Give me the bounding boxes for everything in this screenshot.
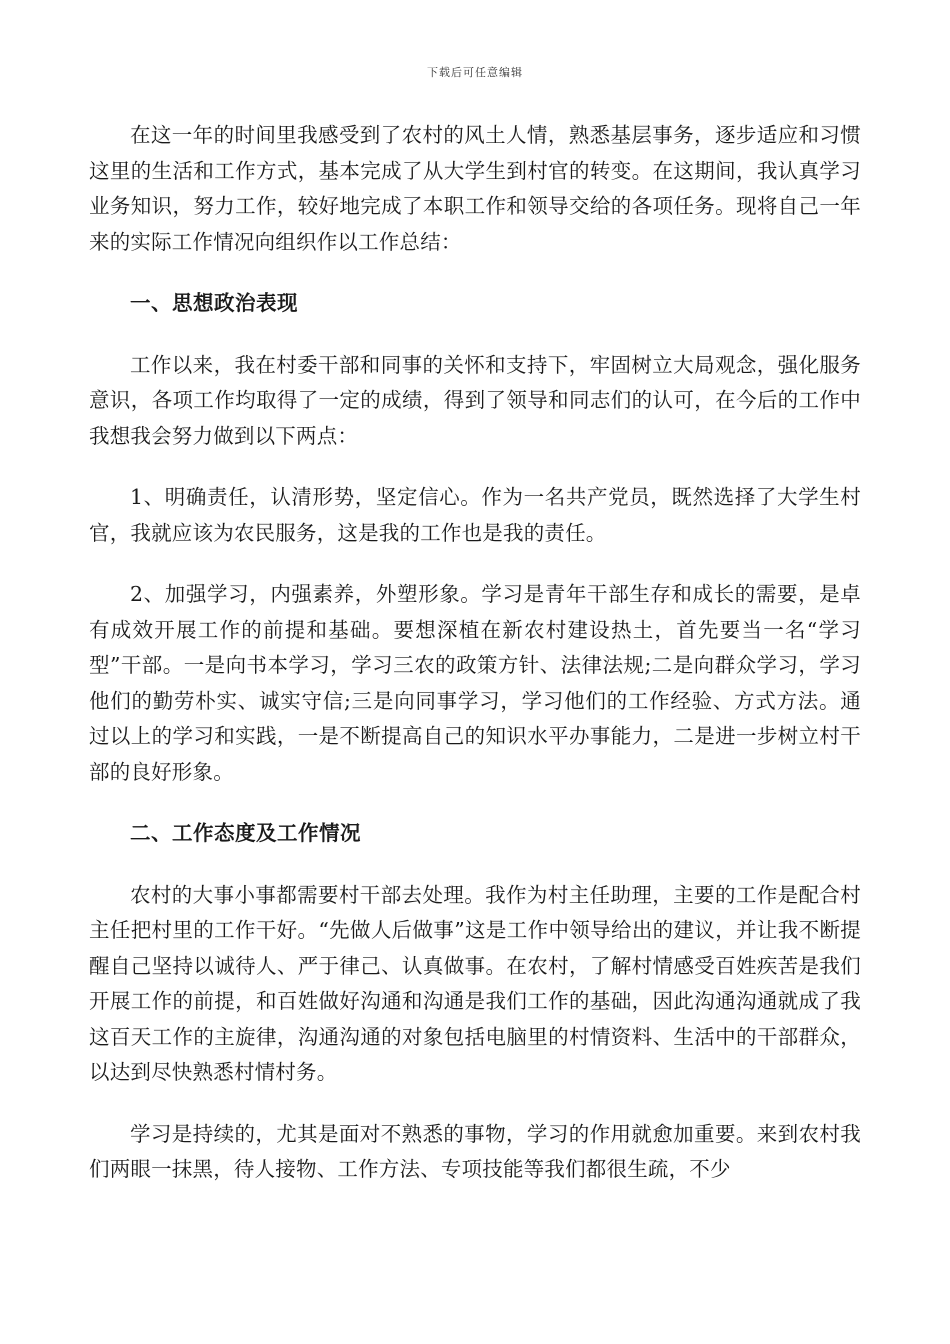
intro-paragraph: 在这一年的时间里我感受到了农村的风土人情，熟悉基层事务，逐步适应和习惯这里的生活和工作方式，基本完成了从大学生到村官的转变。在这期间，我认真学习业务知识，努力工作，较好地完成了本职工作和领导交给的各项任务。现将自己一年来的实际工作情况向组织作以工作总结： bbox=[89, 123, 861, 254]
section1-paragraph-3: 2、加强学习，内强素养，外塑形象。学习是青年干部生存和成长的需要，是卓有成效开展工作的前提和基础。要想深植在新农村建设热土，首先要当一名“学习型”干部。一是向书本学习，学习三农的政策方针、法律法规;二是向群众学习，学习他们的勤劳朴实、诚实守信;三是向同事学习，学习他们的工作经验、方式方法。通过以上的学习和实践，一是不断提高自己的知识水平办事能力，二是进一步树立村干部的良好形象。 bbox=[89, 582, 861, 784]
section2-paragraph-2: 学习是持续的，尤其是面对不熟悉的事物，学习的作用就愈加重要。来到农村我们两眼一抹黑，待人接物、工作方法、专项技能等我们都很生疏，不少 bbox=[89, 1121, 861, 1181]
header-note: 下载后可任意编辑 bbox=[427, 66, 523, 79]
section-heading-political: 一、思想政治表现 bbox=[130, 291, 298, 315]
section2-paragraph-1: 农村的大事小事都需要村干部去处理。我作为村主任助理，主要的工作是配合村主任把村里的工作干好。“先做人后做事”这是工作中领导给出的建议，并让我不断提醒自己坚持以诚待人、严于律己、认真做事。在农村，了解村情感受百姓疾苦是我们开展工作的前提，和百姓做好沟通和沟通是我们工作的基础，因此沟通沟通就成了我这百天工作的主旋律，沟通沟通的对象包括电脑里的村情资料、生活中的干部群众，以达到尽快熟悉村情村务。 bbox=[89, 882, 861, 1084]
section1-paragraph-2: 1、明确责任，认清形势，坚定信心。作为一名共产党员，既然选择了大学生村官，我就应该为农民服务，这是我的工作也是我的责任。 bbox=[89, 485, 861, 545]
section1-paragraph-1: 工作以来，我在村委干部和同事的关怀和支持下，牢固树立大局观念，强化服务意识，各项工作均取得了一定的成绩，得到了领导和同志们的认可，在今后的工作中我想我会努力做到以下两点： bbox=[89, 352, 861, 448]
document-body bbox=[89, 118, 861, 1214]
section-heading-work: 二、工作态度及工作情况 bbox=[130, 821, 361, 845]
